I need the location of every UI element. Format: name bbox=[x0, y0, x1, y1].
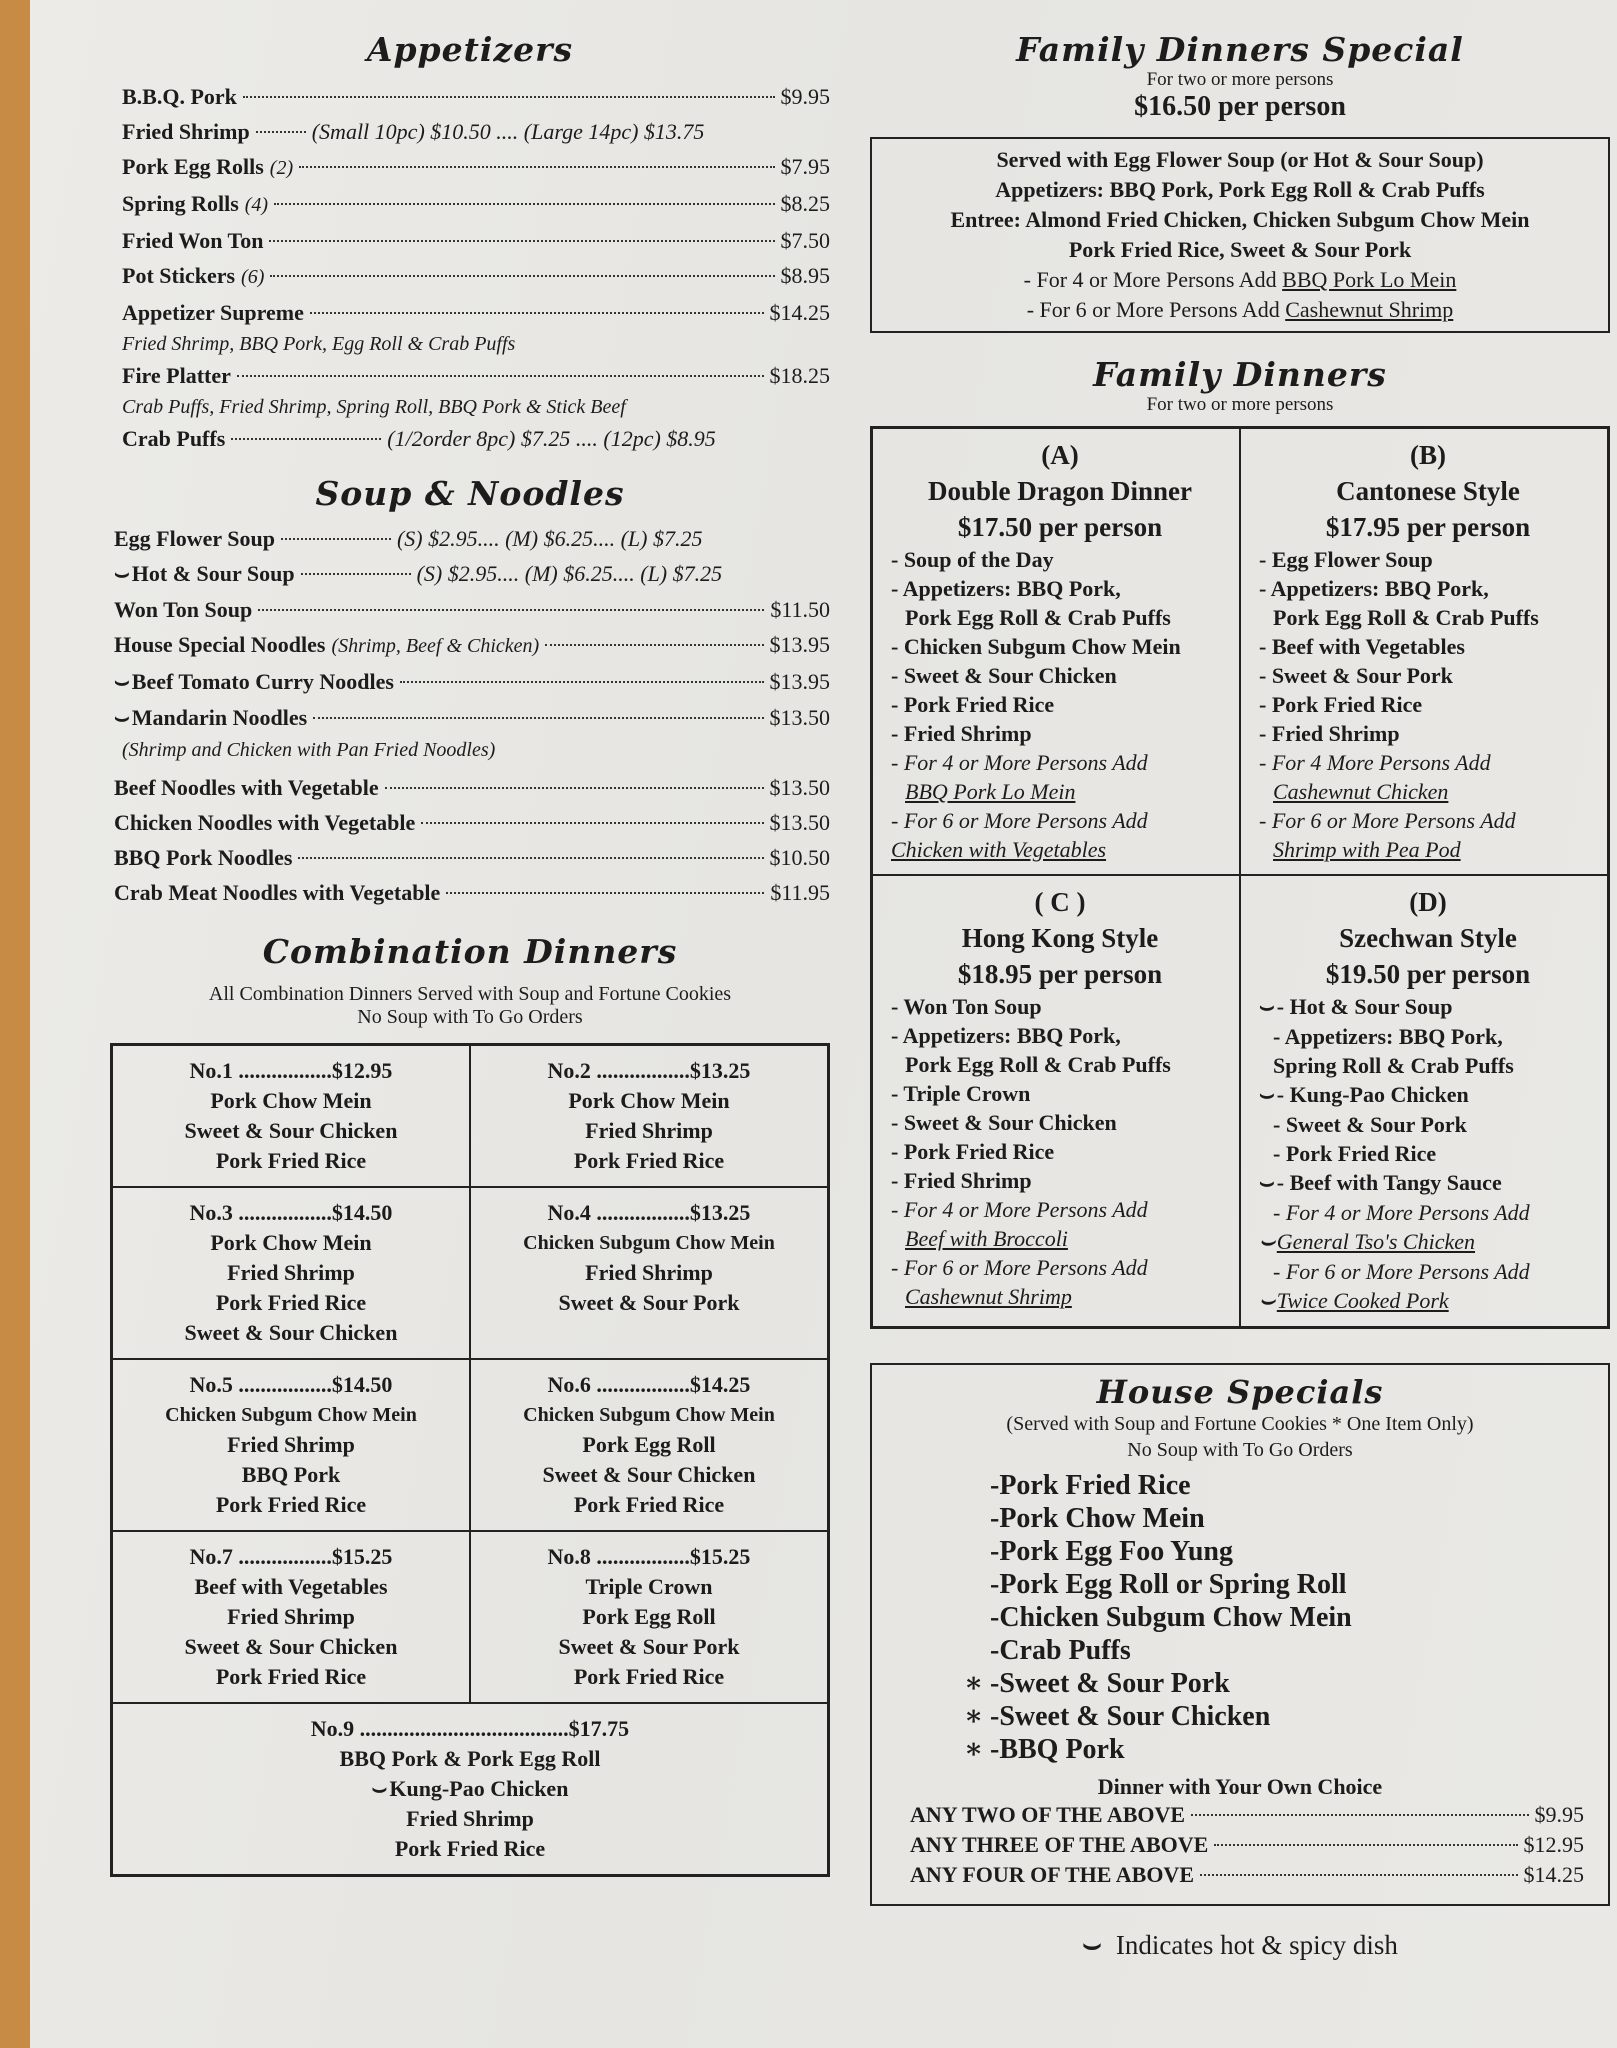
menu-item: ⌣ Hot & Sour Soup (S) $2.95.... (M) $6.25.... (L) $7.25 bbox=[114, 556, 830, 592]
item-description: Crab Puffs, Fried Shrimp, Spring Roll, BBQ Pork & Stick Beef bbox=[122, 396, 626, 418]
family-dinners-sub: For two or more persons bbox=[1146, 394, 1334, 415]
list-item: ∗ -Sweet & Sour Chicken bbox=[990, 1700, 1590, 1733]
menu-item: House Special Noodles (Shrimp, Beef & Chicken) $13.95 bbox=[114, 632, 830, 657]
menu-item: ANY THREE OF THE ABOVE $12.95 bbox=[910, 1832, 1584, 1857]
menu-item: Pork Egg Rolls (2) $7.95 bbox=[122, 154, 830, 179]
combo-cell: No.4 .................$13.25 Chicken Subgum Chow Mein Fried Shrimp Sweet & Sour Pork bbox=[470, 1187, 828, 1359]
combination-note: All Combination Dinners Served with Soup and Fortune Cookies bbox=[208, 983, 732, 1005]
combo-cell: No.9 ......................................$17.75 BBQ Pork & Pork Egg Roll ⌣ Kung-Pao Chicken Fried Shrimp Pork Fried Rice bbox=[112, 1703, 828, 1875]
soup-noodles-heading: Soup & Noodles bbox=[315, 474, 625, 513]
family-dinners-table bbox=[870, 426, 1610, 1329]
combination-heading: Combination Dinners bbox=[262, 932, 678, 971]
menu-item: Crab Meat Noodles with Vegetable $11.95 bbox=[114, 880, 830, 905]
menu-item: Won Ton Soup $11.50 bbox=[114, 597, 830, 622]
house-specials-list bbox=[990, 1469, 1590, 1766]
item-description: (Shrimp and Chicken with Pan Fried Noodles) bbox=[122, 739, 496, 761]
appetizers-list bbox=[110, 79, 830, 456]
own-choice-heading: Dinner with Your Own Choice bbox=[1097, 1774, 1383, 1799]
menu-item: Chicken Noodles with Vegetable $13.50 bbox=[114, 810, 830, 835]
menu-item: BBQ Pork Noodles $10.50 bbox=[114, 845, 830, 870]
house-specials-box bbox=[870, 1363, 1610, 1906]
house-specials-note: (Served with Soup and Fortune Cookies * One Item Only) bbox=[1006, 1413, 1474, 1435]
menu-page bbox=[30, 0, 1617, 2048]
combo-cell: No.6 .................$14.25 Chicken Subgum Chow Mein Pork Egg Roll Sweet & Sour Chicken Pork Fried Rice bbox=[470, 1359, 828, 1531]
left-column bbox=[110, 30, 830, 1877]
menu-item: Fire Platter $18.25 bbox=[122, 363, 830, 388]
list-item: ∗ -Sweet & Sour Pork bbox=[990, 1667, 1590, 1700]
combination-note-togo: No Soup with To Go Orders bbox=[357, 1006, 583, 1028]
list-item: -Pork Egg Foo Yung bbox=[990, 1536, 1233, 1567]
list-item: -Pork Chow Mein bbox=[990, 1503, 1205, 1534]
spicy-legend: ⌣ Indicates hot & spicy dish bbox=[1082, 1928, 1398, 1961]
family-dinners-heading: Family Dinners bbox=[1093, 355, 1387, 394]
page-edge bbox=[0, 0, 30, 2048]
family-dinner-a: (A) Double Dragon Dinner $17.50 per person - Soup of the Day - Appetizers: BBQ Pork, Pork Egg Roll & Crab Puffs - Chicken Subgum Chow Mein - Sweet & Sour Chicken - Pork Fried Rice - Fried Shrimp - For 4 or More Persons Add BBQ Pork Lo Mein - For 6 or More Persons Add Chicken with Vegetables bbox=[872, 428, 1240, 875]
combo-cell: No.7 .................$15.25 Beef with Vegetables Fried Shrimp Sweet & Sour Chicken Pork Fried Rice bbox=[112, 1531, 470, 1703]
menu-item: Appetizer Supreme $14.25 bbox=[122, 300, 830, 325]
right-column bbox=[870, 30, 1610, 1962]
menu-item: ANY TWO OF THE ABOVE $9.95 bbox=[910, 1802, 1584, 1827]
family-dinner-c: ( C ) Hong Kong Style $18.95 per person - Won Ton Soup - Appetizers: BBQ Pork, Pork Egg Roll & Crab Puffs - Triple Crown - Sweet & Sour Chicken - Pork Fried Rice - Fried Shrimp - For 4 or More Persons Add Beef with Broccoli - For 6 or More Persons Add Cashewnut Shrimp bbox=[872, 875, 1240, 1327]
list-item: -Crab Puffs bbox=[990, 1635, 1131, 1666]
list-item: -Pork Fried Rice bbox=[990, 1470, 1191, 1501]
item-description: Fried Shrimp, BBQ Pork, Egg Roll & Crab Puffs bbox=[122, 333, 516, 355]
menu-item: Spring Rolls (4) $8.25 bbox=[122, 191, 830, 216]
menu-item: Crab Puffs (1/2order 8pc) $7.25 .... (12pc) $8.95 bbox=[122, 426, 716, 451]
spicy-pepper-icon: ⌣ bbox=[1082, 1928, 1102, 1961]
list-item: -Chicken Subgum Chow Mein bbox=[990, 1602, 1352, 1633]
combo-cell: No.5 .................$14.50 Chicken Subgum Chow Mein Fried Shrimp BBQ Pork Pork Fried Rice bbox=[112, 1359, 470, 1531]
combo-cell: No.3 .................$14.50 Pork Chow Mein Fried Shrimp Pork Fried Rice Sweet & Sour Chicken bbox=[112, 1187, 470, 1359]
family-special-price: $16.50 per person bbox=[1134, 91, 1346, 122]
soup-noodles-list bbox=[110, 521, 830, 910]
family-special-heading: Family Dinners Special bbox=[1016, 30, 1464, 69]
combo-cell: No.8 .................$15.25 Triple Crown Pork Egg Roll Sweet & Sour Pork Pork Fried Rice bbox=[470, 1531, 828, 1703]
menu-item: Egg Flower Soup (S) $2.95.... (M) $6.25.... (L) $7.25 bbox=[114, 526, 703, 551]
house-specials-togo: No Soup with To Go Orders bbox=[1127, 1439, 1353, 1461]
list-item: -Pork Egg Roll or Spring Roll bbox=[990, 1569, 1347, 1600]
own-choice-list bbox=[890, 1800, 1590, 1890]
combo-cell: No.1 .................$12.95 Pork Chow Mein Sweet & Sour Chicken Pork Fried Rice bbox=[112, 1045, 470, 1187]
menu-item: ⌣ Beef Tomato Curry Noodles $13.95 bbox=[114, 664, 830, 700]
menu-item: Fried Won Ton $7.50 bbox=[122, 228, 830, 253]
menu-item: Fried Shrimp (Small 10pc) $10.50 .... (Large 14pc) $13.75 bbox=[122, 119, 705, 144]
appetizers-heading: Appetizers bbox=[366, 30, 574, 69]
menu-item: ⌣ Mandarin Noodles $13.50 bbox=[114, 700, 830, 736]
list-item: ∗ -BBQ Pork bbox=[990, 1733, 1590, 1766]
menu-item: Beef Noodles with Vegetable $13.50 bbox=[114, 775, 830, 800]
menu-item: B.B.Q. Pork $9.95 bbox=[122, 84, 830, 109]
menu-item: ANY FOUR OF THE ABOVE $14.25 bbox=[910, 1862, 1584, 1887]
family-dinner-d: (D) Szechwan Style $19.50 per person ⌣ - Hot & Sour Soup - Appetizers: BBQ Pork, Spring Roll & Crab Puffs ⌣ - Kung-Pao Chicken - Sweet & Sour Pork - Pork Fried Rice ⌣ - Beef with Tangy Sauce - For 4 or More Persons Add ⌣ General Tso's Chicken - For 6 or More Persons Add ⌣ Twice Cooked Pork bbox=[1240, 875, 1608, 1327]
combination-table bbox=[110, 1043, 830, 1877]
house-specials-heading: House Specials bbox=[1096, 1373, 1384, 1411]
menu-item: Pot Stickers (6) $8.95 bbox=[122, 263, 830, 288]
family-dinner-b: (B) Cantonese Style $17.95 per person - Egg Flower Soup - Appetizers: BBQ Pork, Pork Egg Roll & Crab Puffs - Beef with Vegetables - Sweet & Sour Pork - Pork Fried Rice - Fried Shrimp - For 4 More Persons Add Cashewnut Chicken - For 6 or More Persons Add Shrimp with Pea Pod bbox=[1240, 428, 1608, 875]
family-special-box: Served with Egg Flower Soup (or Hot & Sour Soup) Appetizers: BBQ Pork, Pork Egg Roll & Crab Puffs Entree: Almond Fried Chicken, Chicken Subgum Chow Mein Pork Fried Rice, Sweet & Sour Pork - For 4 or More Persons Add BBQ Pork Lo Mein - For 6 or More Persons Add Cashewnut Shrimp bbox=[870, 137, 1610, 333]
combo-cell: No.2 .................$13.25 Pork Chow Mein Fried Shrimp Pork Fried Rice bbox=[470, 1045, 828, 1187]
family-special-sub: For two or more persons bbox=[1146, 69, 1334, 90]
